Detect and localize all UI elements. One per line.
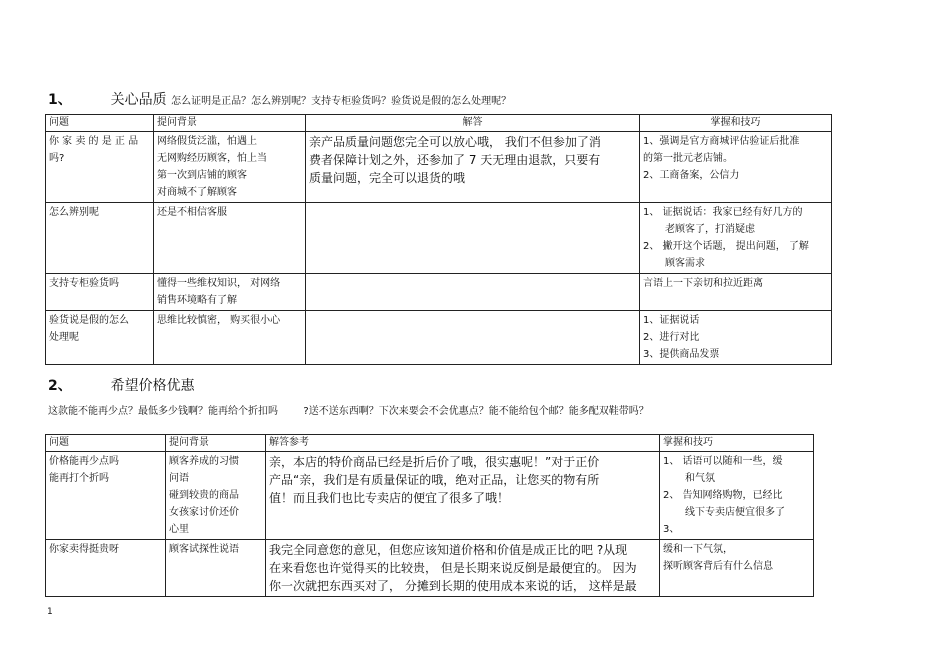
answer-cell <box>266 540 660 597</box>
cell-line: 对商城不了解顾客 <box>157 187 237 198</box>
cell-line: 顾客试探性说语 <box>169 544 239 555</box>
price-table <box>45 434 814 597</box>
cell-line: 懂得一些维权知识， 对网络 <box>157 278 281 289</box>
quality-table <box>45 114 832 365</box>
cell-line: 探听顾客背后有什么信息 <box>663 561 773 572</box>
header-question: 问题 <box>46 435 166 452</box>
cell-line: 怎么辨别呢 <box>49 207 99 218</box>
cell-line: 的第一批元老店铺。 <box>643 153 733 164</box>
background-cell <box>166 452 266 540</box>
section-2-title: 希望价格优惠 <box>110 378 195 394</box>
background-cell <box>166 540 266 597</box>
cell-line: 费者保障计划之外，还参加了 7 天无理由退款，只要有 <box>309 153 601 167</box>
cell-line: 1、证据说话 <box>643 315 700 326</box>
answer-cell <box>266 452 660 540</box>
background-cell <box>154 203 306 274</box>
answer-cell <box>306 203 640 274</box>
cell-line: 你 家 卖 的 是 正 品 <box>49 136 139 147</box>
section-2-heading <box>48 375 195 395</box>
cell-line: 在来看您也许觉得买的比较贵， 但是长期来说反倒是最便宜的。 因为 <box>269 561 637 575</box>
cell-line: 老顾客了，打消疑虑 <box>665 224 755 235</box>
cell-line: 1、强调是官方商城评估验证后批准 <box>643 136 800 147</box>
cell-line: 你家卖得挺贵呀 <box>49 544 119 555</box>
cell-line: 值！而且我们也比专卖店的便宜了很多了哦！ <box>269 491 510 505</box>
table-row <box>46 311 832 365</box>
tips-cell <box>640 274 832 311</box>
tips-cell <box>660 452 814 540</box>
tips-cell <box>640 203 832 274</box>
cell-line: 亲产品质量问题您完全可以放心哦， 我们不但参加了消 <box>309 135 601 149</box>
question-cell <box>46 452 166 540</box>
section-1-subtitle: 怎么证明是正品？怎么辨别呢？支持专柜验货吗？验货说是假的怎么处理呢？ <box>171 96 512 107</box>
header-answer: 解答 <box>306 115 640 132</box>
question-cell <box>46 132 154 203</box>
header-question: 问题 <box>46 115 154 132</box>
cell-line: 言语上一下亲切和拉近距离 <box>643 278 763 289</box>
answer-cell <box>306 274 640 311</box>
table-row <box>46 274 832 311</box>
cell-line: 3、 <box>663 524 680 535</box>
background-cell <box>154 132 306 203</box>
cell-line: 网络假货泛滥，怕遇上 <box>157 136 257 147</box>
cell-line: 缓和一下气氛， <box>663 544 733 555</box>
cell-line: 无网购经历顾客，怕上当 <box>157 153 267 164</box>
header-background: 提问背景 <box>154 115 306 132</box>
cell-line: 销售环境略有了解 <box>157 295 237 306</box>
question-cell <box>46 540 166 597</box>
table-row <box>46 203 832 274</box>
section-1-title: 关心品质 <box>110 92 167 108</box>
table-header-row <box>46 115 832 132</box>
table-row <box>46 540 814 597</box>
cell-line: 验货说是假的怎么 <box>49 315 129 326</box>
table-header-row <box>46 435 814 452</box>
cell-line: 还是不相信客服 <box>157 207 227 218</box>
page-number: 1 <box>47 607 53 617</box>
cell-line: 亲，本店的特价商品已经是折后价了哦，很实惠呢！”对于正价 <box>269 455 600 469</box>
background-cell <box>154 311 306 365</box>
cell-line: 顾客需求 <box>665 258 705 269</box>
cell-line: 质量问题，完全可以退货的哦 <box>309 171 466 185</box>
header-tips: 掌握和技巧 <box>660 435 814 452</box>
cell-line: 1、 证据说话：我家已经有好几方的 <box>643 207 803 218</box>
cell-line: 3、提供商品发票 <box>643 349 720 360</box>
section-1-heading <box>48 89 511 109</box>
answer-cell <box>306 132 640 203</box>
cell-line: 线下专卖店便宜很多了 <box>685 507 785 518</box>
tips-cell <box>640 311 832 365</box>
cell-line: 吗? <box>49 153 65 164</box>
cell-line: 我完全同意您的意见，但您应该知道价格和价值是成正比的吧 ?从现 <box>269 543 628 557</box>
cell-line: 和气氛 <box>685 473 715 484</box>
cell-line: 问语 <box>169 473 189 484</box>
question-cell <box>46 311 154 365</box>
cell-line: 能再打个折吗 <box>49 473 109 484</box>
cell-line: 产品“亲，我们是有质量保证的哦，绝对正品，让您买的物有所 <box>269 473 600 487</box>
cell-line: 2、 告知网络购物，已经比 <box>663 490 783 501</box>
header-tips: 掌握和技巧 <box>640 115 832 132</box>
answer-cell <box>306 311 640 365</box>
cell-line: 2、工商备案，公信力 <box>643 170 740 181</box>
cell-line: 2、 撇开这个话题， 提出问题， 了解 <box>643 241 809 252</box>
table-row <box>46 132 832 203</box>
cell-line: 顾客养成的习惯 <box>169 456 239 467</box>
section-1-number: 1、 <box>48 92 72 108</box>
cell-line: 价格能再少点吗 <box>49 456 119 467</box>
cell-line: 你一次就把东西买对了， 分摊到长期的使用成本来说的话， 这样是最 <box>269 579 637 593</box>
question-cell <box>46 203 154 274</box>
cell-line: 第一次到店铺的顾客 <box>157 170 247 181</box>
cell-line: 女孩家讨价还价 <box>169 507 239 518</box>
table-row <box>46 452 814 540</box>
cell-line: 心里 <box>169 524 189 535</box>
question-cell <box>46 274 154 311</box>
header-answer: 解答参考 <box>266 435 660 452</box>
cell-line: 支持专柜验货吗 <box>49 278 119 289</box>
tips-cell <box>660 540 814 597</box>
cell-line: 碰到较贵的商品 <box>169 490 239 501</box>
cell-line: 处理呢 <box>49 332 79 343</box>
cell-line: 1、 话语可以随和一些，缓 <box>663 456 783 467</box>
background-cell <box>154 274 306 311</box>
section-2-subtitle: 这款能不能再少点？最低多少钱啊？能再给个折扣吗 ?送不送东西啊？下次来要会不会优惠点？能不能给包个邮？能多配双鞋带吗？ <box>48 406 649 417</box>
cell-line: 2、进行对比 <box>643 332 700 343</box>
section-2-number: 2、 <box>48 378 72 394</box>
cell-line: 思维比较慎密， 购买很小心 <box>157 315 281 326</box>
tips-cell <box>640 132 832 203</box>
header-background: 提问背景 <box>166 435 266 452</box>
